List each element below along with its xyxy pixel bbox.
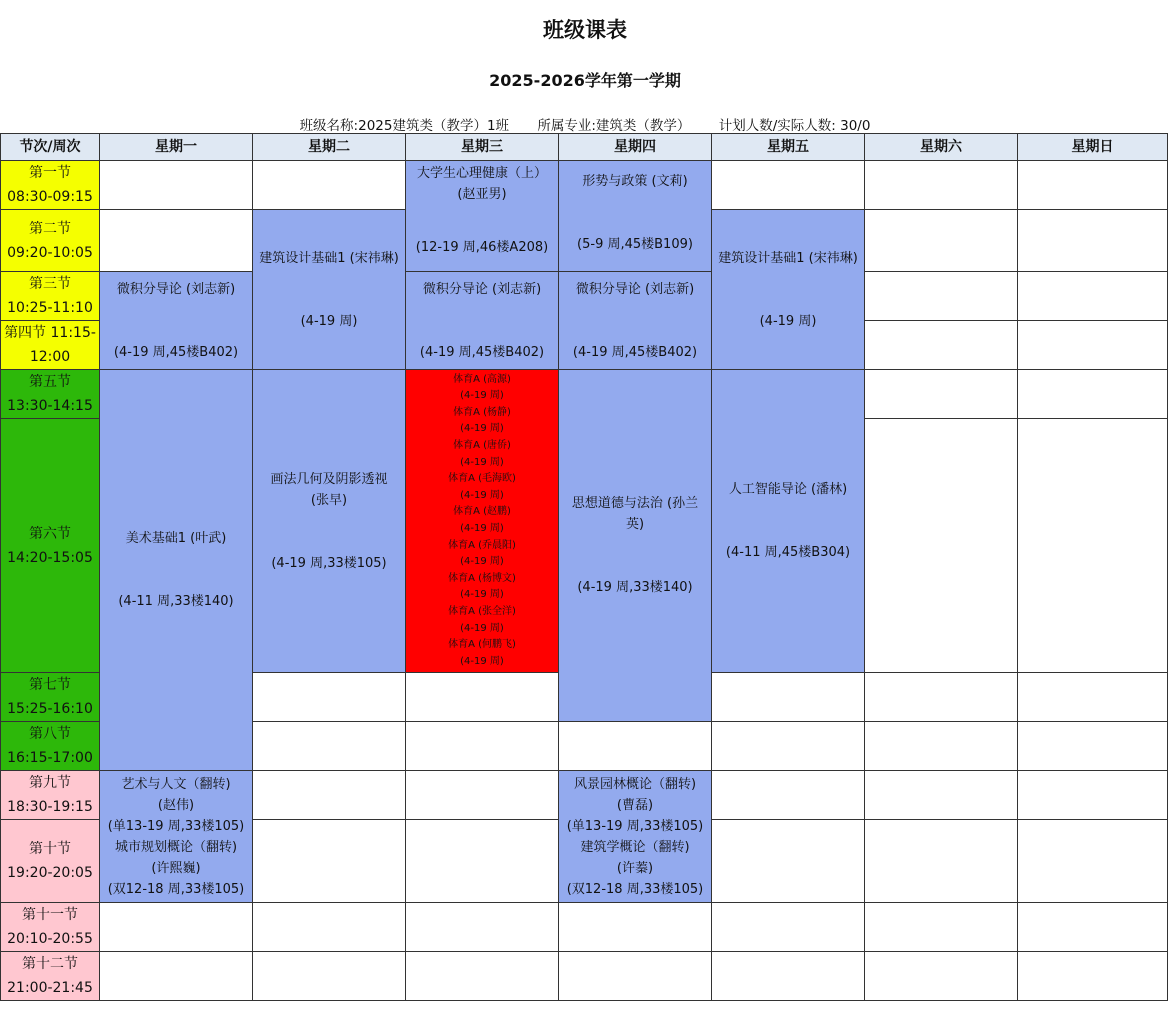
empty-cell: [1018, 419, 1168, 673]
course-detail: (4-19 周): [460, 622, 504, 634]
class-name: 班级名称:2025建筑类（教学）1班: [299, 118, 510, 134]
course-line: (双12-18 周,33楼105): [566, 881, 704, 897]
empty-cell: [712, 673, 865, 722]
course-name: 思想道德与法治 (孙兰: [571, 496, 699, 511]
course-detail: (4-19 周,33楼105): [271, 555, 387, 571]
period-time: 08:30-09:15: [7, 189, 93, 205]
period-cell: [1, 722, 100, 771]
period-name: 第四节 11:15-: [4, 325, 96, 341]
period-time: 18:30-19:15: [7, 799, 93, 815]
course-name: 建筑设计基础1 (宋祎琳): [259, 250, 399, 266]
period-cell: [1, 210, 100, 272]
course-detail: (4-19 周,45楼B402): [419, 344, 545, 360]
period-name: 第七节: [29, 677, 71, 693]
course-detail: (4-19 周): [460, 589, 504, 601]
course-cell[interactable]: [559, 771, 712, 903]
empty-cell: [406, 673, 559, 722]
course-line: (双12-18 周,33楼105): [107, 881, 245, 897]
class-info: [0, 114, 1170, 134]
course-cell[interactable]: [712, 210, 865, 370]
empty-cell: [865, 673, 1018, 722]
empty-cell: [865, 722, 1018, 771]
period-cell: [1, 952, 100, 1001]
period-time: 19:20-20:05: [7, 865, 93, 881]
semester-title: 2025-2026学年第一学期: [489, 71, 681, 90]
course-name: 体育A (杨静): [453, 406, 511, 418]
period-time: 21:00-21:45: [7, 980, 93, 996]
empty-cell: [865, 321, 1018, 370]
course-cell[interactable]: [100, 272, 253, 370]
course-line: (许熙巍): [151, 860, 201, 876]
empty-cell: [1018, 321, 1168, 370]
period-time: 16:15-17:00: [7, 750, 93, 766]
course-detail: (5-9 周,45楼B109): [577, 237, 693, 252]
empty-cell: [1018, 272, 1168, 321]
period-cell: [1, 419, 100, 673]
day-header: 星期四: [559, 134, 712, 161]
empty-cell: [406, 771, 559, 820]
empty-cell: [1018, 771, 1168, 820]
day-header: 星期五: [712, 134, 865, 161]
empty-cell: [253, 952, 406, 1001]
empty-cell: [865, 952, 1018, 1001]
course-name: 画法几何及阴影透视: [270, 471, 388, 487]
course-cell[interactable]: [559, 370, 712, 722]
course-line: 艺术与人文（翻转): [121, 776, 231, 792]
course-line: (赵伟): [157, 797, 195, 813]
empty-cell: [865, 820, 1018, 903]
course-detail: (4-19 周): [460, 390, 504, 402]
course-cell[interactable]: [253, 370, 406, 673]
course-name: 建筑设计基础1 (宋祎琳): [718, 250, 858, 266]
course-name: 微积分导论 (刘志新): [116, 281, 236, 297]
period-cell: [1, 321, 100, 370]
student-counts: 计划人数/实际人数: 30/0: [718, 118, 871, 134]
course-line: 建筑学概论（翻转): [580, 839, 690, 855]
period-cell: [1, 820, 100, 903]
empty-cell: [865, 370, 1018, 419]
empty-cell: [865, 272, 1018, 321]
empty-cell: [712, 722, 865, 771]
day-header: 星期三: [406, 134, 559, 161]
empty-cell: [1018, 673, 1168, 722]
course-line: 风景园林概论（翻转): [573, 776, 697, 792]
empty-cell: [253, 903, 406, 952]
course-detail: (12-19 周,46楼A208): [415, 240, 549, 255]
period-cell: [1, 370, 100, 419]
course-name: 人工智能导论 (潘林): [728, 482, 848, 497]
course-cell[interactable]: [406, 161, 559, 272]
course-detail: (4-19 周): [300, 313, 358, 329]
day-header: 星期日: [1018, 134, 1168, 161]
period-name: 第十一节: [22, 907, 78, 923]
period-name: 第三节: [29, 276, 71, 292]
period-name: 第五节: [29, 374, 71, 390]
course-detail: (4-19 周): [460, 456, 504, 468]
empty-cell: [865, 771, 1018, 820]
empty-cell: [865, 210, 1018, 272]
course-teacher: (张早): [310, 492, 348, 508]
empty-cell: [559, 952, 712, 1001]
empty-cell: [712, 903, 865, 952]
day-header: 星期二: [253, 134, 406, 161]
course-name: 体育A (何鹏飞): [448, 639, 516, 651]
course-name: 体育A (杨博文): [448, 572, 516, 584]
course-name: 体育A (张全洋): [448, 605, 516, 617]
period-time: 14:20-15:05: [7, 549, 93, 566]
empty-cell: [100, 210, 253, 272]
period-name: 第九节: [29, 775, 71, 791]
course-name: 大学生心理健康（上）: [416, 166, 547, 181]
empty-cell: [559, 722, 712, 771]
period-time: 10:25-11:10: [7, 300, 93, 316]
empty-cell: [406, 952, 559, 1001]
course-cell[interactable]: [559, 272, 712, 370]
page-title: 班级课表: [543, 18, 627, 42]
course-name: 体育A (赵鹏): [453, 506, 511, 518]
empty-cell: [1018, 161, 1168, 210]
period-name: 第六节: [29, 525, 71, 542]
course-detail: (4-19 周): [460, 523, 504, 534]
course-detail: (4-19 周): [460, 655, 504, 667]
timetable: [0, 133, 1168, 1001]
empty-cell: [1018, 722, 1168, 771]
empty-cell: [406, 903, 559, 952]
empty-cell: [253, 722, 406, 771]
period-name: 第十节: [29, 841, 71, 857]
course-detail: (4-11 周,33楼140): [118, 594, 234, 609]
period-time: 20:10-20:55: [7, 931, 93, 947]
empty-cell: [712, 820, 865, 903]
empty-cell: [100, 903, 253, 952]
course-name-cont: 英): [625, 517, 645, 532]
empty-cell: [865, 419, 1018, 673]
course-name: 微积分导论 (刘志新): [575, 281, 695, 297]
course-cell[interactable]: [100, 771, 253, 903]
course-line: (曹磊): [616, 797, 654, 813]
course-cell[interactable]: [253, 210, 406, 370]
course-cell[interactable]: [559, 161, 712, 272]
period-time: 09:20-10:05: [7, 244, 93, 261]
course-detail: (4-19 周): [460, 423, 504, 435]
period-cell: [1, 272, 100, 321]
day-header: 星期六: [865, 134, 1018, 161]
course-name: 体育A (乔晨阳): [448, 539, 516, 551]
empty-cell: [1018, 952, 1168, 1001]
empty-cell: [865, 161, 1018, 210]
period-cell: [1, 903, 100, 952]
empty-cell: [559, 903, 712, 952]
empty-cell: [1018, 820, 1168, 903]
period-time: 12:00: [29, 349, 71, 365]
header-row: [1, 134, 1168, 161]
empty-cell: [100, 952, 253, 1001]
course-name: 体育A (毛海欧): [448, 473, 516, 485]
course-detail: (4-19 周,33楼140): [577, 580, 693, 595]
course-line: (单13-19 周,33楼105): [107, 818, 245, 834]
period-name: 第十二节: [22, 956, 78, 972]
empty-cell: [1018, 903, 1168, 952]
course-line: (许蓁): [616, 860, 654, 876]
empty-cell: [253, 161, 406, 210]
course-detail: (4-19 周,45楼B402): [113, 344, 239, 360]
course-detail: (4-19 周,45楼B402): [572, 344, 698, 360]
course-cell[interactable]: [712, 370, 865, 673]
course-cell[interactable]: [100, 370, 253, 771]
period-time: 15:25-16:10: [7, 701, 93, 717]
period-cell: [1, 161, 100, 210]
course-detail: (4-19 周): [460, 489, 504, 501]
empty-cell: [712, 771, 865, 820]
empty-cell: [865, 903, 1018, 952]
course-name: 体育A (唐侨): [453, 440, 511, 452]
period-cell: [1, 771, 100, 820]
course-line: (单13-19 周,33楼105): [566, 818, 704, 834]
period-name: 第二节: [29, 220, 71, 237]
empty-cell: [712, 952, 865, 1001]
period-cell: [1, 673, 100, 722]
period-time: 13:30-14:15: [7, 398, 93, 414]
major: 所属专业:建筑类（教学）: [537, 118, 691, 134]
course-teacher: (赵亚男): [457, 187, 507, 202]
empty-cell: [406, 820, 559, 903]
empty-cell: [253, 771, 406, 820]
course-name: 美术基础1 (叶武): [125, 531, 227, 546]
course-line: 城市规划概论（翻转): [114, 839, 238, 855]
day-header: 星期一: [100, 134, 253, 161]
empty-cell: [253, 673, 406, 722]
course-name: 体育A (高源): [453, 373, 511, 385]
period-name: 第八节: [29, 726, 71, 742]
empty-cell: [712, 161, 865, 210]
empty-cell: [1018, 210, 1168, 272]
period-name: 第一节: [29, 165, 71, 181]
course-cell-pe[interactable]: [406, 370, 559, 673]
course-detail: (4-19 周): [759, 313, 817, 329]
corner-header: 节次/周次: [1, 134, 100, 161]
course-cell[interactable]: [406, 272, 559, 370]
empty-cell: [253, 820, 406, 903]
empty-cell: [406, 722, 559, 771]
course-detail: (4-11 周,45楼B304): [725, 545, 851, 560]
empty-cell: [100, 161, 253, 210]
course-detail: (4-19 周): [460, 556, 504, 568]
course-name: 微积分导论 (刘志新): [422, 281, 542, 297]
empty-cell: [1018, 370, 1168, 419]
course-name: 形势与政策 (文莉): [582, 174, 688, 189]
